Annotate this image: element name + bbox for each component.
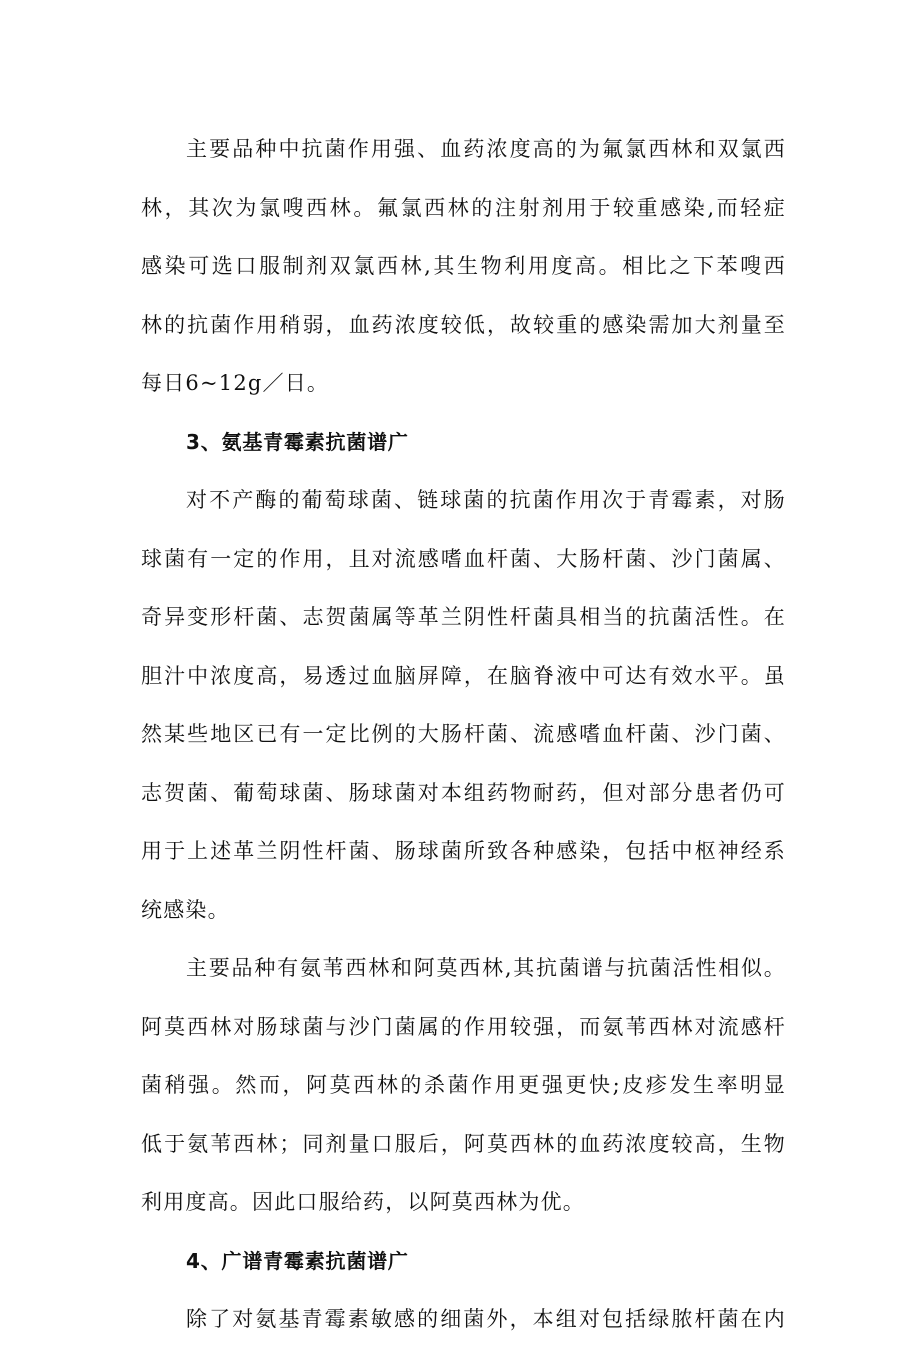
paragraph-line: 感染可选口服制剂双氯西林,其生物利用度高。相比之下苯嗖西 (141, 254, 786, 278)
paragraph-line: 林的抗菌作用稍弱，血药浓度较低，故较重的感染需加大剂量至 (141, 312, 786, 337)
paragraph-line: 统感染。 (141, 897, 230, 922)
paragraph-line: 球菌有一定的作用，且对流感嗜血杆菌、大肠杆菌、沙门菌属、 (141, 546, 786, 571)
paragraph-line: 然某些地区已有一定比例的大肠杆菌、流感嗜血杆菌、沙门菌、 (141, 722, 786, 746)
paragraph-line: 低于氨苇西林；同剂量口服后，阿莫西林的血药浓度较高，生物 (141, 1131, 786, 1156)
paragraph-line: 奇异变形杆菌、志贺菌属等革兰阴性杆菌具相当的抗菌活性。在 (141, 605, 786, 629)
paragraph-line: 胆汁中浓度高，易透过血脑屏障，在脑脊液中可达有效水平。虽 (141, 663, 786, 688)
paragraph-line: 每日6~12g／日。 (141, 371, 330, 395)
paragraph-line: 除了对氨基青霉素敏感的细菌外，本组对包括绿脓杆菌在内 (186, 1307, 786, 1331)
paragraph-line: 对不产酶的葡萄球菌、链球菌的抗菌作用次于青霉素，对肠 (186, 488, 786, 512)
paragraph-line: 用于上述革兰阴性杆菌、肠球菌所致各种感染，包括中枢神经系 (141, 839, 786, 863)
paragraph-line: 主要品种中抗菌作用强、血药浓度高的为氟氯西林和双氯西 (186, 137, 786, 161)
section-heading-4: 4、广谱青霉素抗菌谱广 (186, 1248, 409, 1273)
paragraph-line: 林，其次为氯嗖西林。氟氯西林的注射剂用于较重感染,而轻症 (141, 195, 786, 220)
document-body (141, 128, 786, 1357)
paragraph-line: 阿莫西林对肠球菌与沙门菌属的作用较强，而氨苇西林对流感杆 (141, 1014, 786, 1039)
paragraph-line: 利用度高。因此口服给药，以阿莫西林为优。 (141, 1190, 585, 1214)
paragraph-line: 菌稍强。然而，阿莫西林的杀菌作用更强更快;皮疹发生率明显 (141, 1073, 786, 1097)
paragraph-line: 主要品种有氨苇西林和阿莫西林,其抗菌谱与抗菌活性相似。 (186, 956, 786, 980)
section-heading-3: 3、氨基青霉素抗菌谱广 (186, 429, 409, 454)
paragraph-line: 志贺菌、葡萄球菌、肠球菌对本组药物耐药，但对部分患者仍可 (141, 780, 786, 805)
